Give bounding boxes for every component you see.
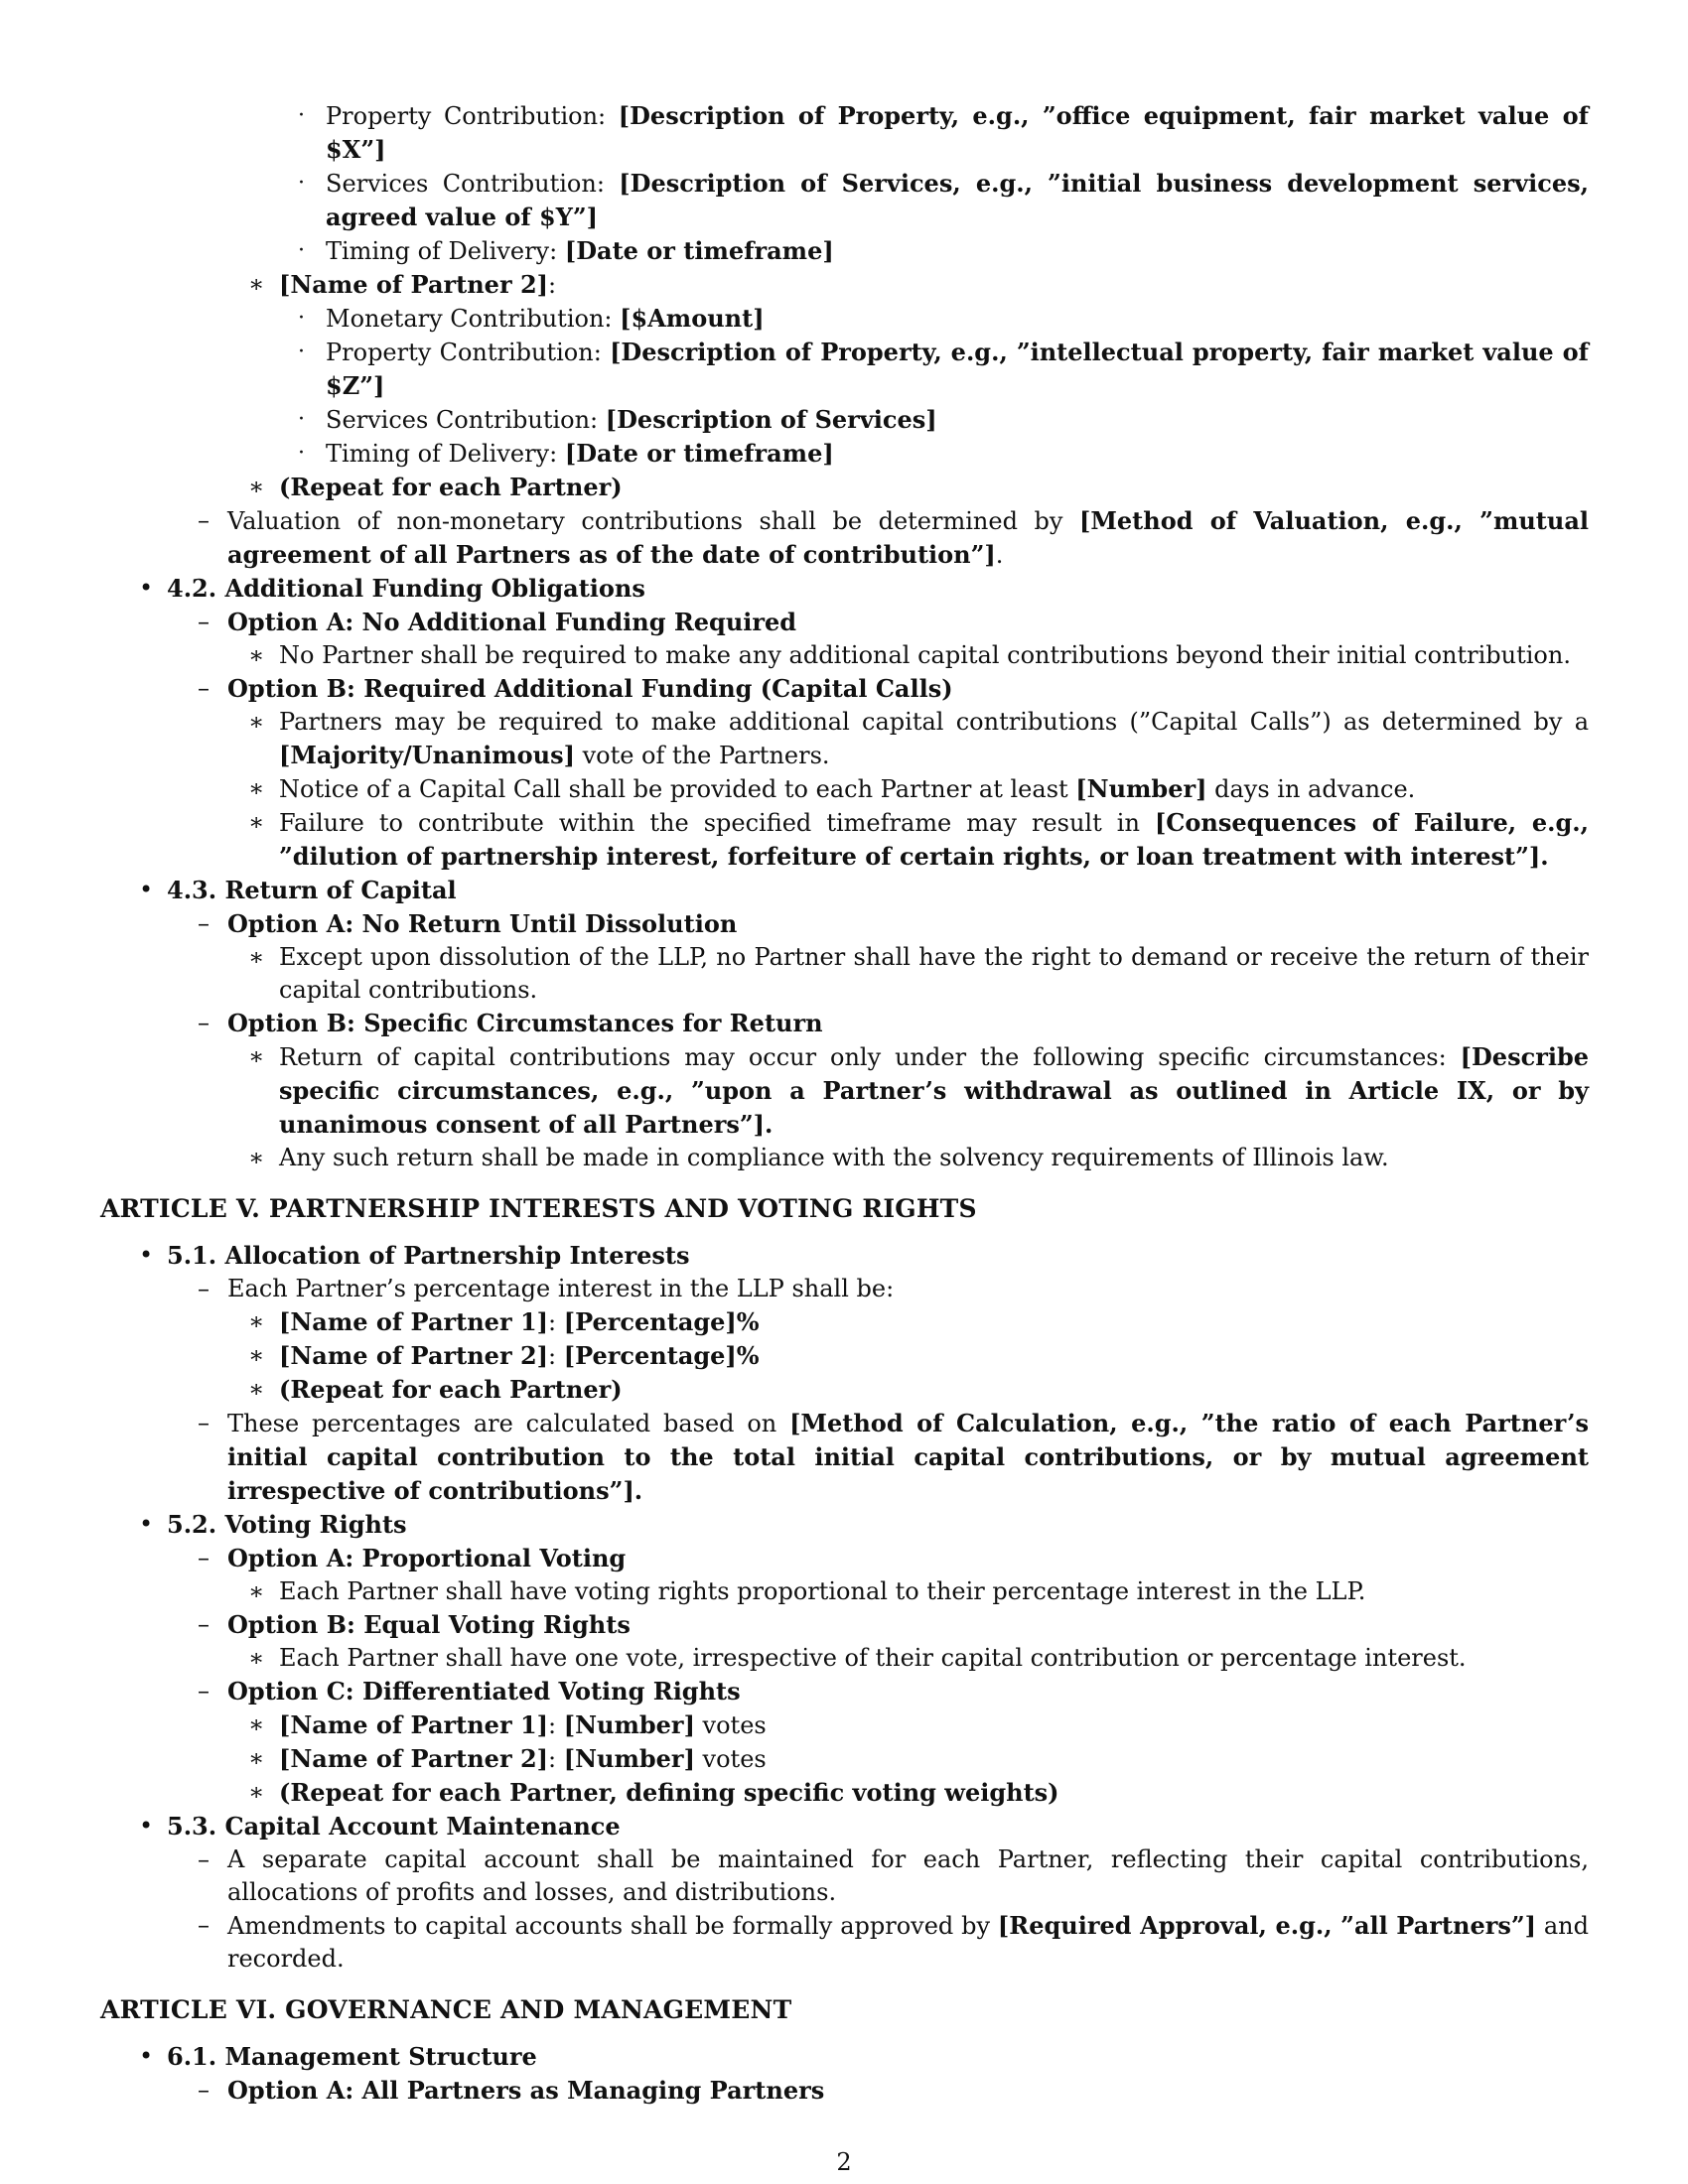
section-6-1-title: • 6.1. Management Structure: [139, 2042, 537, 2071]
valuation-item: – Valuation of non-monetary contributions shall be determined by [Method of Valuation, e.g., ”mutual agreement of all Partners as of the date of contribution”].: [198, 506, 1590, 569]
round-bullet: •: [139, 2042, 154, 2070]
round-bullet: •: [139, 1241, 154, 1269]
partner2-percentage-item: ∗ [Name of Partner 2]: [Percentage]%: [248, 1341, 760, 1370]
dot-bullet: ·: [298, 441, 305, 466]
dash-bullet: –: [198, 909, 210, 937]
dot-bullet: ·: [298, 103, 305, 128]
partner1-votes-item: ∗ [Name of Partner 1]: [Number] votes: [248, 1710, 767, 1739]
dot-bullet: ·: [298, 171, 305, 196]
section-5-2-option-b: – Option B: Equal Voting Rights: [198, 1610, 631, 1639]
partner2-votes-item: ∗ [Name of Partner 2]: [Number] votes: [248, 1744, 767, 1773]
asterisk-bullet: ∗: [248, 1778, 265, 1806]
return-circumstances-item: ∗ Return of capital contributions may occur only under the following specific circumstances: [Describe specific circumstances, e.g., ”upon a Partner’s withdrawal as outlined in Article IX, or by unanimous consent of all Partners”].: [248, 1042, 1589, 1139]
partner1-services-item: · Services Contribution: [Description of Services, e.g., ”initial business development services, agreed value of $Y”]: [298, 169, 1589, 231]
section-4-3-option-b: – Option B: Specific Circumstances for Return: [198, 1009, 823, 1037]
dash-bullet: –: [198, 674, 210, 702]
repeat-partner-item: ∗ (Repeat for each Partner): [248, 1375, 623, 1404]
partner1-timing-item: · Timing of Delivery: [Date or timeframe]: [298, 236, 834, 265]
asterisk-bullet: ∗: [248, 473, 265, 500]
asterisk-bullet: ∗: [248, 1341, 265, 1369]
section-5-2-option-a: – Option A: Proportional Voting: [198, 1544, 627, 1572]
repeat-partner-item: ∗ (Repeat for each Partner): [248, 473, 623, 501]
section-4-3-option-a: – Option A: No Return Until Dissolution: [198, 909, 738, 938]
dash-bullet: –: [198, 1610, 210, 1638]
round-bullet: •: [139, 1510, 154, 1538]
partner1-percentage-item: ∗ [Name of Partner 1]: [Percentage]%: [248, 1307, 760, 1336]
dot-bullet: ·: [298, 306, 305, 331]
asterisk-bullet: ∗: [248, 943, 265, 971]
solvency-item: ∗ Any such return shall be made in compliance with the solvency requirements of Illinois law.: [279, 1142, 1589, 1174]
asterisk-bullet: ∗: [248, 1744, 265, 1772]
asterisk-bullet: ∗: [248, 708, 265, 736]
section-5-3-title: • 5.3. Capital Account Maintenance: [139, 1812, 621, 1841]
dot-bullet: ·: [298, 407, 305, 432]
section-5-2-option-c: – Option C: Differentiated Voting Rights: [198, 1677, 741, 1706]
asterisk-bullet: ∗: [248, 641, 265, 669]
partner2-monetary-item: · Monetary Contribution: [$Amount]: [298, 304, 765, 333]
partner2-timing-item: · Timing of Delivery: [Date or timeframe]: [298, 439, 834, 468]
capital-call-notice-item: ∗ Notice of a Capital Call shall be provided to each Partner at least [Number] days in advance.: [248, 774, 1416, 803]
page-number: 2: [836, 2148, 852, 2176]
asterisk-bullet: ∗: [248, 774, 265, 802]
section-4-3-option-a-text: ∗ Except upon dissolution of the LLP, no Partner shall have the right to demand or receive the return of their capital contributions.: [248, 943, 1589, 1004]
section-5-1-title: • 5.1. Allocation of Partnership Interests: [139, 1241, 690, 1270]
dash-bullet: –: [198, 1911, 210, 1939]
asterisk-bullet: ∗: [248, 1375, 265, 1403]
asterisk-bullet: ∗: [248, 1307, 265, 1335]
dot-bullet: ·: [298, 238, 305, 263]
dash-bullet: –: [198, 608, 210, 635]
asterisk-bullet: ∗: [248, 1710, 265, 1738]
partner1-property-item: · Property Contribution: [Description of Property, e.g., ”office equipment, fair market value of $X”]: [298, 101, 1589, 164]
partner2-item: ∗ [Name of Partner 2]:: [248, 270, 557, 299]
round-bullet: •: [139, 574, 154, 602]
capital-calls-item: ∗ Partners may be required to make additional capital contributions (”Capital Calls”) as determined by a [Majority/Unanimous] vote of the Partners.: [248, 708, 1589, 769]
dot-bullet: ·: [298, 340, 305, 364]
section-5-2-option-a-text: ∗ Each Partner shall have voting rights proportional to their percentage interest in the LLP.: [279, 1575, 1589, 1608]
round-bullet: •: [139, 1812, 154, 1840]
partner2-property-item: · Property Contribution: [Description of Property, e.g., ”intellectual property, fair market value of $Z”]: [298, 338, 1589, 400]
section-4-3-title: • 4.3. Return of Capital: [139, 876, 457, 904]
asterisk-bullet: ∗: [248, 808, 265, 836]
dash-bullet: –: [198, 506, 210, 534]
document-body: [0, 99, 1688, 2108]
section-4-2-title: • 4.2. Additional Funding Obligations: [139, 574, 645, 603]
section-5-1-intro: – Each Partner’s percentage interest in the LLP shall be:: [227, 1273, 1589, 1305]
dash-bullet: –: [198, 2076, 210, 2104]
asterisk-bullet: ∗: [248, 1644, 265, 1672]
asterisk-bullet: ∗: [248, 270, 265, 298]
dash-bullet: –: [198, 1409, 210, 1436]
asterisk-bullet: ∗: [248, 1577, 265, 1605]
failure-to-contribute-item: ∗ Failure to contribute within the specified timeframe may result in [Consequences of Failure, e.g., ”dilution of partnership interest, forfeiture of certain rights, or loan treatment with interest”].: [248, 808, 1589, 871]
percentage-calculation-item: – These percentages are calculated based on [Method of Calculation, e.g., ”the ratio of each Partner’s initial capital contribution to the total initial capital contributions, or by mutual agreement irrespective of contributions”].: [198, 1409, 1589, 1505]
section-4-2-option-a: – Option A: No Additional Funding Required: [198, 608, 797, 636]
dash-bullet: –: [198, 1677, 210, 1705]
article-6-heading: ARTICLE VI. GOVERNANCE AND MANAGEMENT: [100, 1995, 792, 2024]
article-5-heading: ARTICLE V. PARTNERSHIP INTERESTS AND VOTING RIGHTS: [100, 1194, 977, 1223]
section-5-2-option-b-text: ∗ Each Partner shall have one vote, irrespective of their capital contribution or percentage interest.: [279, 1642, 1589, 1675]
dash-bullet: –: [198, 1544, 210, 1571]
section-4-2-option-a-text: ∗ No Partner shall be required to make any additional capital contributions beyond their initial contribution.: [279, 639, 1589, 672]
section-5-2-title: • 5.2. Voting Rights: [139, 1510, 407, 1539]
section-4-2-option-b: – Option B: Required Additional Funding (Capital Calls): [198, 674, 953, 703]
capital-account-amendments-item: – Amendments to capital accounts shall be formally approved by [Required Approval, e.g., ”all Partners”] and recorded.: [198, 1911, 1590, 1973]
round-bullet: •: [139, 876, 154, 903]
asterisk-bullet: ∗: [248, 1144, 265, 1171]
asterisk-bullet: ∗: [248, 1042, 265, 1070]
dash-bullet: –: [198, 1275, 210, 1302]
partner2-services-item: · Services Contribution: [Description of Services]: [298, 405, 937, 434]
repeat-voting-weights-item: ∗ (Repeat for each Partner, defining specific voting weights): [248, 1778, 1059, 1807]
capital-account-item: – A separate capital account shall be maintained for each Partner, reflecting their capital contributions, allocations of profits and losses, and distributions.: [198, 1845, 1589, 1906]
dash-bullet: –: [198, 1009, 210, 1036]
dash-bullet: –: [198, 1845, 210, 1873]
section-6-1-option-a: – Option A: All Partners as Managing Partners: [198, 2076, 825, 2105]
